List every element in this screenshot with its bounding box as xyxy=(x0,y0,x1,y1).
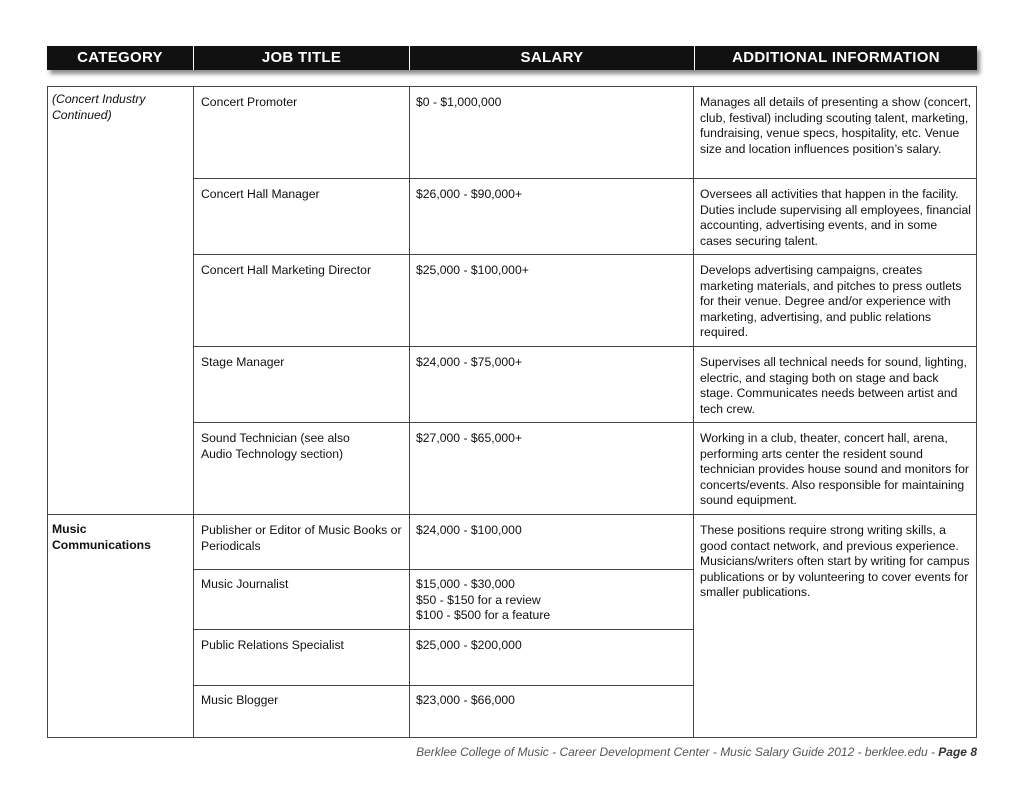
salary-line: $50 - $150 for a review xyxy=(416,592,541,607)
additional-info: Working in a club, theater, concert hall, arena, performing arts center the resident sound technician provides house sound and monitors for concerts/events. Also responsible for maintaining sound equipment. xyxy=(700,431,969,507)
job-title: Stage Manager xyxy=(201,355,285,369)
row-divider xyxy=(193,346,977,347)
job-title: Public Relations Specialist xyxy=(201,638,344,652)
additional-info: Manages all details of presenting a show (concert, club, festival) including scouting talent, marketing, fundraising, venue specs, hospitality, etc. Venue size and location influences position’s salary. xyxy=(700,95,971,156)
salary: $25,000 - $100,000+ xyxy=(416,263,529,277)
job-title: Sound Technician (see also Audio Technology section) xyxy=(201,431,350,461)
salary: $24,000 - $75,000+ xyxy=(416,355,523,369)
table-border-left xyxy=(47,86,48,738)
job-title: Concert Hall Marketing Director xyxy=(201,263,372,277)
table-header xyxy=(47,46,977,70)
salary-multiline xyxy=(416,577,686,624)
row-divider xyxy=(193,422,977,423)
job-title: Publisher or Editor of Music Books or Periodicals xyxy=(201,523,402,553)
page-number: Page 8 xyxy=(938,745,977,759)
table-border-bottom xyxy=(47,737,977,738)
additional-info: Oversees all activities that happen in the facility. Duties include supervising all employees, financial accounting, advertising events, and in some cases securing talent. xyxy=(700,187,971,248)
row-divider xyxy=(193,629,694,630)
job-title: Music Journalist xyxy=(201,577,289,591)
header-job-title: JOB TITLE xyxy=(261,49,342,66)
category-divider xyxy=(47,514,977,515)
column-divider xyxy=(193,86,194,738)
page-footer xyxy=(0,745,977,759)
table-border-top xyxy=(47,86,977,87)
additional-info: These positions require strong writing skills, a good contact network, and previous experience. Musicians/writers often start by writing for campus publications or by volunteering to cover events for smaller publications. xyxy=(700,523,970,599)
category-music-communications: Music Communications xyxy=(52,522,151,552)
job-title: Music Blogger xyxy=(201,693,279,707)
header-additional-information: ADDITIONAL INFORMATION xyxy=(732,49,940,66)
row-divider xyxy=(193,685,694,686)
salary: $24,000 - $100,000 xyxy=(416,523,522,537)
salary-line: $100 - $500 for a feature xyxy=(416,608,551,622)
row-divider xyxy=(193,254,977,255)
additional-info: Supervises all technical needs for sound, lighting, electric, and staging both on stage and back stage. Communicates needs between artist and tech crew. xyxy=(700,355,967,416)
salary: $27,000 - $65,000+ xyxy=(416,431,523,445)
header-salary: SALARY xyxy=(520,49,584,66)
salary: $25,000 - $200,000 xyxy=(416,638,522,652)
job-title: Concert Hall Manager xyxy=(201,187,320,201)
row-divider xyxy=(193,569,694,570)
additional-info: Develops advertising campaigns, creates marketing materials, and pitches to press outlets for their venue. Degree and/or experience with marketing, advertising, and public relations required. xyxy=(700,263,962,339)
row-divider xyxy=(193,178,977,179)
table-border-right xyxy=(976,86,977,738)
salary: $0 - $1,000,000 xyxy=(416,95,502,109)
salary: $26,000 - $90,000+ xyxy=(416,187,523,201)
salary: $23,000 - $66,000 xyxy=(416,693,515,707)
column-divider xyxy=(693,86,694,738)
column-divider xyxy=(409,86,410,738)
footer-text: Berklee College of Music - Career Development Center - Music Salary Guide 2012 - berklee.edu - xyxy=(416,745,939,759)
salary-table xyxy=(47,86,977,738)
header-category: CATEGORY xyxy=(77,49,163,66)
category-concert-industry: (Concert Industry Continued) xyxy=(52,92,146,122)
job-title: Concert Promoter xyxy=(201,95,298,109)
salary-line: $15,000 - $30,000 xyxy=(416,577,515,591)
